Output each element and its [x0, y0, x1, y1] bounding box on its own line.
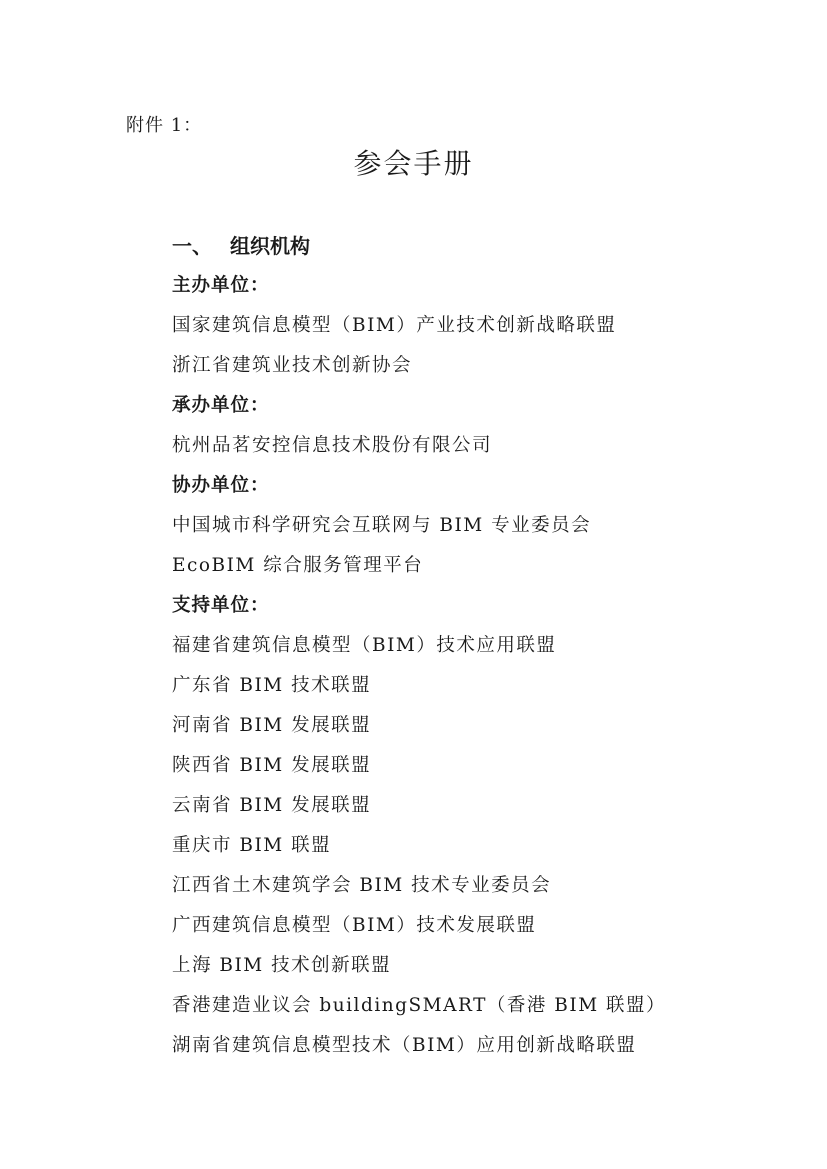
document-body — [172, 226, 792, 1066]
page-title: 参会手册 — [353, 147, 474, 180]
org-item: 浙江省建筑业技术创新协会 — [172, 355, 413, 376]
org-item: 杭州品茗安控信息技术股份有限公司 — [172, 435, 493, 456]
org-item: 广西建筑信息模型（BIM）技术发展联盟 — [172, 915, 537, 936]
org-item: 陕西省 BIM 发展联盟 — [172, 755, 372, 776]
attachment-label: 附件 1： — [126, 115, 203, 136]
org-item: 福建省建筑信息模型（BIM）技术应用联盟 — [172, 635, 557, 656]
org-item: 湖南省建筑信息模型技术（BIM）应用创新战略联盟 — [172, 1035, 637, 1056]
org-item: 云南省 BIM 发展联盟 — [172, 795, 372, 816]
org-item: 重庆市 BIM 联盟 — [172, 835, 332, 856]
section-heading — [172, 226, 792, 266]
org-item: 江西省土木建筑学会 BIM 技术专业委员会 — [172, 875, 552, 896]
org-item: 广东省 BIM 技术联盟 — [172, 675, 372, 696]
org-item: 河南省 BIM 发展联盟 — [172, 715, 372, 736]
org-item: 中国城市科学研究会互联网与 BIM 专业委员会 — [172, 515, 592, 536]
org-item: EcoBIM 综合服务管理平台 — [172, 555, 424, 576]
section-title: 组织机构 — [230, 234, 310, 258]
section-number: 一、 — [172, 234, 212, 258]
org-item: 上海 BIM 技术创新联盟 — [172, 955, 392, 976]
group-label-supporter: 支持单位： — [172, 595, 270, 616]
group-label-co-organizer: 协办单位： — [172, 475, 270, 496]
org-item: 香港建造业议会 buildingSMART（香港 BIM 联盟） — [172, 995, 667, 1016]
group-label-organizer: 承办单位： — [172, 395, 270, 416]
group-label-host: 主办单位： — [172, 275, 270, 296]
org-item: 国家建筑信息模型（BIM）产业技术创新战略联盟 — [172, 315, 617, 336]
